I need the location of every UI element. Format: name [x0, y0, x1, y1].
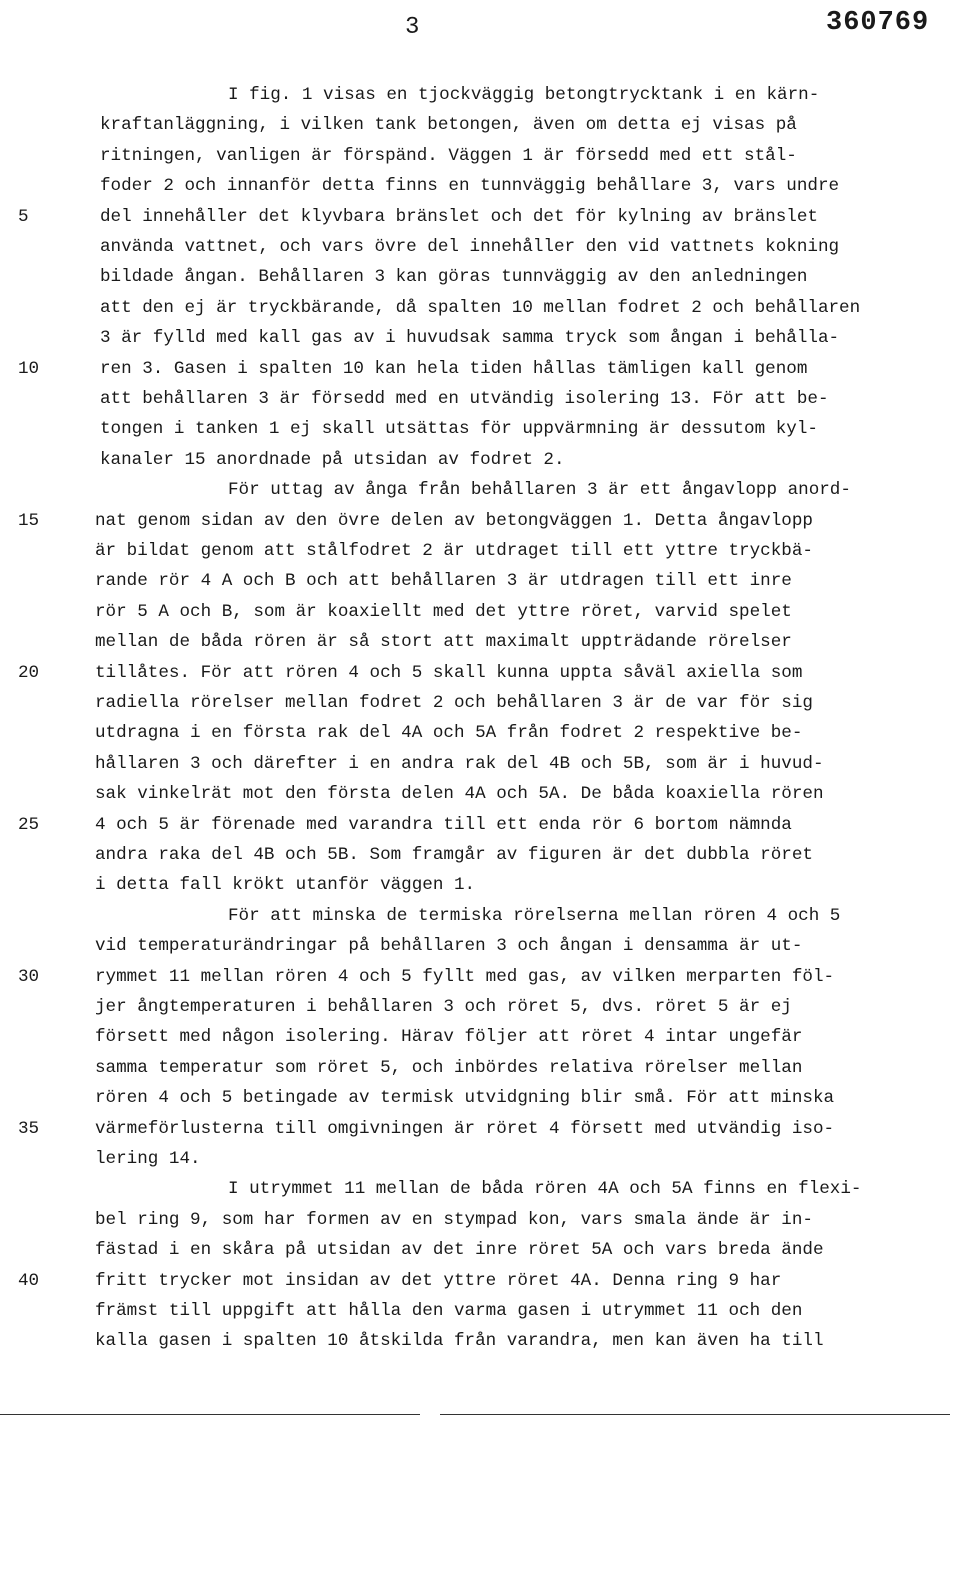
text-line	[0, 688, 960, 718]
text-line-content: att behållaren 3 är försedd med en utvändig isolering 13. För att be-	[100, 389, 829, 409]
text-line	[0, 658, 960, 688]
text-line-content: I fig. 1 visas en tjockväggig betongtrycktank i en kärn-	[228, 85, 820, 105]
text-line-content: att den ej är tryckbärande, då spalten 10 mellan fodret 2 och behållaren	[100, 297, 861, 318]
text-line-content: För uttag av ånga från behållaren 3 är ett ångavlopp anord-	[228, 480, 851, 501]
text-line	[0, 384, 960, 414]
text-line-content: För att minska de termiska rörelserna mellan rören 4 och 5	[228, 905, 841, 926]
text-line	[0, 749, 960, 779]
text-line-content: 3 är fylld med kall gas av i huvudsak samma tryck som ångan i behålla-	[100, 328, 840, 349]
text-line-content: samma temperatur som röret 5, och inbördes relativa rörelser mellan	[95, 1057, 803, 1078]
text-line	[0, 1174, 960, 1204]
page-header	[0, 0, 960, 60]
text-line	[0, 810, 960, 840]
text-line-content: rymmet 11 mellan rören 4 och 5 fyllt med gas, av vilken merparten föl-	[95, 966, 835, 987]
text-line-content: sak vinkelrät mot den första delen 4A och 5A. De båda koaxiella rören	[95, 784, 824, 805]
text-line	[0, 1083, 960, 1113]
text-line-content: nat genom sidan av den övre delen av betongväggen 1. Detta ångavlopp	[95, 510, 813, 531]
text-line	[0, 1296, 960, 1326]
text-line-content: jer ångtemperaturen i behållaren 3 och röret 5, dvs. röret 5 är ej	[95, 997, 792, 1017]
text-line-content: rör 5 A och B, som är koaxiellt med det yttre röret, varvid spelet	[95, 601, 792, 622]
line-number: 15	[18, 510, 40, 531]
text-line-content: kalla gasen i spalten 10 åtskilda från varandra, men kan även ha till	[95, 1331, 824, 1352]
patent-number: 360769	[826, 8, 930, 38]
text-line-content: värmeförlusterna till omgivningen är röret 4 försett med utvändig iso-	[95, 1118, 835, 1139]
line-number: 35	[18, 1118, 40, 1139]
text-line-content: i detta fall krökt utanför väggen 1.	[95, 875, 476, 896]
text-line	[0, 171, 960, 201]
text-line-content: foder 2 och innanför detta finns en tunnväggig behållare 3, vars undre	[100, 176, 840, 197]
line-number: 20	[18, 662, 40, 683]
text-line-content: använda vattnet, och vars övre del innehåller den vid vattnets kokning	[100, 237, 840, 257]
text-line-content: tongen i tanken 1 ej skall utsättas för uppvärmning är dessutom kyl-	[100, 419, 818, 440]
text-line-content: I utrymmet 11 mellan de båda rören 4A och 5A finns en flexi-	[228, 1179, 862, 1200]
text-line	[0, 110, 960, 140]
line-number: 30	[18, 966, 40, 987]
text-line-content: kraftanläggning, i vilken tank betongen, även om detta ej visas på	[100, 115, 797, 136]
text-line-content: 4 och 5 är förenade med varandra till ett enda rör 6 bortom nämnda	[95, 814, 792, 835]
line-number: 5	[18, 206, 29, 227]
text-line	[0, 1114, 960, 1144]
text-line	[0, 232, 960, 262]
text-line	[0, 202, 960, 232]
text-line	[0, 1144, 960, 1174]
text-line	[0, 1053, 960, 1083]
text-line	[0, 870, 960, 900]
text-line	[0, 840, 960, 870]
text-line	[0, 779, 960, 809]
text-line	[0, 262, 960, 292]
text-line	[0, 718, 960, 748]
text-line	[0, 80, 960, 110]
text-line	[0, 536, 960, 566]
text-line	[0, 414, 960, 444]
text-line-content: del innehåller det klyvbara bränslet och det för kylning av bränslet	[100, 206, 818, 227]
text-line	[0, 323, 960, 353]
text-line	[0, 141, 960, 171]
text-line-content: mellan de båda rören är så stort att maximalt uppträdande rörelser	[95, 632, 792, 653]
line-number: 25	[18, 814, 40, 835]
text-line-content: främst till uppgift att hålla den varma gasen i utrymmet 11 och den	[95, 1301, 803, 1321]
text-line-content: utdragna i en första rak del 4A och 5A från fodret 2 respektive be-	[95, 723, 803, 744]
text-line	[0, 566, 960, 596]
text-line	[0, 445, 960, 475]
text-line	[0, 931, 960, 961]
text-line	[0, 962, 960, 992]
text-line	[0, 627, 960, 657]
text-line-content: ritningen, vanligen är förspänd. Väggen 1 är försedd med ett stål-	[100, 145, 797, 166]
text-line	[0, 992, 960, 1022]
text-line-content: är bildat genom att stålfodret 2 är utdraget till ett yttre tryckbä-	[95, 541, 813, 561]
text-line-content: radiella rörelser mellan fodret 2 och behållaren 3 är de var för sig	[95, 693, 813, 713]
line-number: 40	[18, 1270, 40, 1291]
text-line-content: rande rör 4 A och B och att behållaren 3 är utdragen till ett inre	[95, 571, 792, 592]
text-line	[0, 597, 960, 627]
text-line-content: andra raka del 4B och 5B. Som framgår av figuren är det dubbla röret	[95, 845, 813, 865]
text-line	[0, 506, 960, 536]
text-line-content: försett med någon isolering. Härav följer att röret 4 intar ungefär	[95, 1027, 803, 1048]
text-line-content: tillåtes. För att rören 4 och 5 skall kunna uppta såväl axiella som	[95, 662, 803, 683]
text-line-content: fritt trycker mot insidan av det yttre röret 4A. Denna ring 9 har	[95, 1270, 782, 1291]
text-line-content: fästad i en skåra på utsidan av det inre röret 5A och vars breda ände	[95, 1240, 824, 1261]
text-line	[0, 475, 960, 505]
footer-rule-left	[0, 1414, 420, 1415]
line-number: 10	[18, 358, 40, 379]
text-line	[0, 1205, 960, 1235]
text-line-content: kanaler 15 anordnade på utsidan av fodret 2.	[100, 449, 565, 470]
text-line	[0, 1235, 960, 1265]
text-line-content: bel ring 9, som har formen av en stympad kon, vars smala ände är in-	[95, 1209, 813, 1230]
text-line-content: lering 14.	[95, 1149, 201, 1169]
text-line-content: hållaren 3 och därefter i en andra rak del 4B och 5B, som är i huvud-	[95, 753, 824, 774]
text-line	[0, 901, 960, 931]
text-line	[0, 1266, 960, 1296]
text-line	[0, 1022, 960, 1052]
text-line-content: ren 3. Gasen i spalten 10 kan hela tiden hållas tämligen kall genom	[100, 358, 808, 379]
text-line-content: vid temperaturändringar på behållaren 3 och ångan i densamma är ut-	[95, 936, 803, 957]
text-line	[0, 293, 960, 323]
text-line	[0, 354, 960, 384]
text-line	[0, 1326, 960, 1356]
footer-rule-right	[440, 1414, 950, 1415]
text-line-content: bildade ångan. Behållaren 3 kan göras tunnväggig av den anledningen	[100, 267, 808, 288]
page-number: 3	[405, 14, 420, 41]
text-line-content: rören 4 och 5 betingade av termisk utvidgning blir små. För att minska	[95, 1088, 835, 1109]
